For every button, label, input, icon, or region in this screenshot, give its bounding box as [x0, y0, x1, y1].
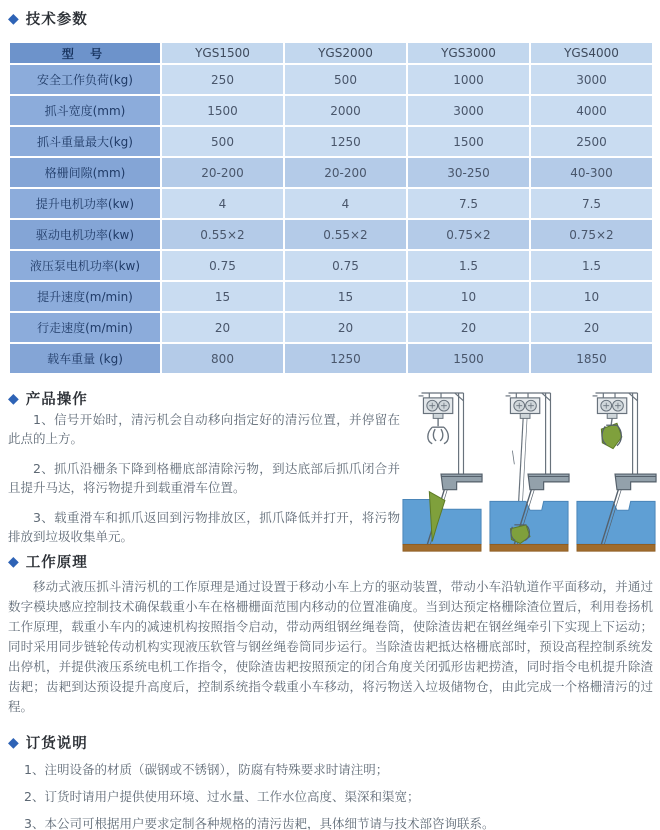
- table-cell: 20-200: [161, 157, 284, 188]
- table-row: [9, 64, 653, 95]
- table-cell: 15: [284, 281, 407, 312]
- table-cell: 250: [161, 64, 284, 95]
- table-header-row: [9, 42, 653, 64]
- table-cell: 0.55×2: [284, 219, 407, 250]
- row-label-cell: 液压泵电机功率(kw): [9, 250, 161, 281]
- table-cell: 4: [284, 188, 407, 219]
- section-title-ordering: 订货说明: [25, 736, 88, 752]
- diamond-bullet-icon: ◆: [8, 734, 19, 751]
- table-cell: 40-300: [530, 157, 653, 188]
- table-row: [9, 126, 653, 157]
- table-cell: 20: [530, 312, 653, 343]
- table-row: [9, 95, 653, 126]
- table-row: [9, 343, 653, 374]
- table-cell: 0.55×2: [161, 219, 284, 250]
- operation-step-1: 1、信号开始时，清污机会自动移向指定好的清污位置，并停留在此点的上方。: [8, 412, 400, 446]
- diamond-bullet-icon: ◆: [8, 553, 19, 570]
- table-row: [9, 281, 653, 312]
- table-row: [9, 219, 653, 250]
- row-label-cell: 载车重量 (kg): [9, 343, 161, 374]
- table-cell: 15: [161, 281, 284, 312]
- section-ordering: [8, 732, 88, 753]
- table-cell: 0.75: [284, 250, 407, 281]
- table-row: [9, 157, 653, 188]
- table-cell: 1.5: [407, 250, 530, 281]
- table-header-col: YGS3000: [407, 42, 530, 64]
- table-cell: 1500: [407, 126, 530, 157]
- table-cell: 2500: [530, 126, 653, 157]
- table-cell: 1.5: [530, 250, 653, 281]
- section-operation: [8, 388, 88, 409]
- operation-diagrams: [400, 380, 658, 573]
- row-label-cell: 行走速度(m/min): [9, 312, 161, 343]
- table-cell: 2000: [284, 95, 407, 126]
- ordering-note-1: 1、注明设备的材质（碳钢或不锈钢），防腐有特殊要求时请注明；: [24, 762, 389, 777]
- table-cell: 1500: [161, 95, 284, 126]
- table-cell: 1000: [407, 64, 530, 95]
- table-cell: 0.75×2: [530, 219, 653, 250]
- table-row: [9, 188, 653, 219]
- spec-table: [8, 41, 654, 375]
- table-cell: 20: [284, 312, 407, 343]
- section-tech-params: [8, 8, 88, 29]
- section-title-principle: 工作原理: [25, 555, 88, 571]
- table-cell: 1500: [407, 343, 530, 374]
- principle-body: 移动式液压抓斗清污机的工作原理是通过设置于移动小车上方的驱动装置，带动小车沿轨道作平面移动，并通过数字模块感应控制技术确保载重小车在格栅栅面范围内移动的位置准确度。当到达预定格栅除渣位置后，利用卷扬机工作原理，载重小车内的减速机构按照指令启动，带动两组钢丝绳卷筒，使除渣齿耙在钢丝绳牵引下实现上下运动；同时采用同步链轮传动机构实现液压软管与钢丝绳卷筒同步运行。当除渣齿耙抵达格栅底部时，预设高程控制系统发出停机，并提供液压系统电机工作指令，使除渣齿耙按照预定的闭合角度关闭弧形齿耙捞渣，同时指令电机提升除渣齿耙；齿耙到达预设提升高度后，控制系统指令载重小车移动，将污物送入垃圾储物仓，由此完成一个格栅清污的过程。: [8, 579, 653, 714]
- operation-step-3: 3、载重滑车和抓爪返回到污物排放区，抓爪降低并打开，将污物排放到垃圾收集单元。: [8, 510, 400, 544]
- ordering-notes: [24, 756, 652, 830]
- table-cell: 10: [407, 281, 530, 312]
- table-header-model: 型 号: [9, 42, 161, 64]
- table-cell: 800: [161, 343, 284, 374]
- table-cell: 30-250: [407, 157, 530, 188]
- table-cell: 10: [530, 281, 653, 312]
- section-principle: [8, 551, 88, 572]
- row-label-cell: 抓斗重量最大(kg): [9, 126, 161, 157]
- row-label-cell: 驱动电机功率(kw): [9, 219, 161, 250]
- row-label-cell: 安全工作负荷(kg): [9, 64, 161, 95]
- table-row: [9, 250, 653, 281]
- table-cell: 1850: [530, 343, 653, 374]
- table-cell: 500: [161, 126, 284, 157]
- operation-steps: [8, 410, 400, 557]
- table-cell: 0.75: [161, 250, 284, 281]
- section-title-operation: 产品操作: [25, 392, 88, 408]
- table-header-col: YGS1500: [161, 42, 284, 64]
- table-row: [9, 312, 653, 343]
- table-cell: 1250: [284, 126, 407, 157]
- row-label-cell: 抓斗宽度(mm): [9, 95, 161, 126]
- table-cell: 500: [284, 64, 407, 95]
- ordering-note-2: 2、订货时请用户提供使用环境、过水量、工作水位高度、渠深和渠宽；: [24, 789, 420, 804]
- operation-step-2: 2、抓爪沿栅条下降到格栅底部清除污物，到达底部后抓爪闭合并且提升马达，将污物提升到载重滑车位置。: [8, 461, 400, 495]
- table-cell: 3000: [530, 64, 653, 95]
- table-cell: 3000: [407, 95, 530, 126]
- row-label-cell: 提升电机功率(kw): [9, 188, 161, 219]
- table-header-col: YGS2000: [284, 42, 407, 64]
- table-cell: 1250: [284, 343, 407, 374]
- ordering-note-3: 3、本公司可根据用户要求定制各种规格的清污齿耙，具体细节请与技术部咨询联系。: [24, 816, 495, 830]
- table-cell: 4000: [530, 95, 653, 126]
- row-label-cell: 格栅间隙(mm): [9, 157, 161, 188]
- table-cell: 20: [407, 312, 530, 343]
- diagram-step-1-positioning: [400, 380, 484, 573]
- table-cell: 20: [161, 312, 284, 343]
- table-cell: 0.75×2: [407, 219, 530, 250]
- table-cell: 7.5: [530, 188, 653, 219]
- row-label-cell: 提升速度(m/min): [9, 281, 161, 312]
- section-title-tech: 技术参数: [25, 12, 88, 28]
- diamond-bullet-icon: ◆: [8, 10, 19, 27]
- table-header-col: YGS4000: [530, 42, 653, 64]
- diagram-step-3-lifting: [574, 380, 658, 573]
- table-cell: 7.5: [407, 188, 530, 219]
- diagram-step-2-grabbing: [487, 380, 571, 573]
- table-cell: 4: [161, 188, 284, 219]
- table-cell: 20-200: [284, 157, 407, 188]
- diamond-bullet-icon: ◆: [8, 390, 19, 407]
